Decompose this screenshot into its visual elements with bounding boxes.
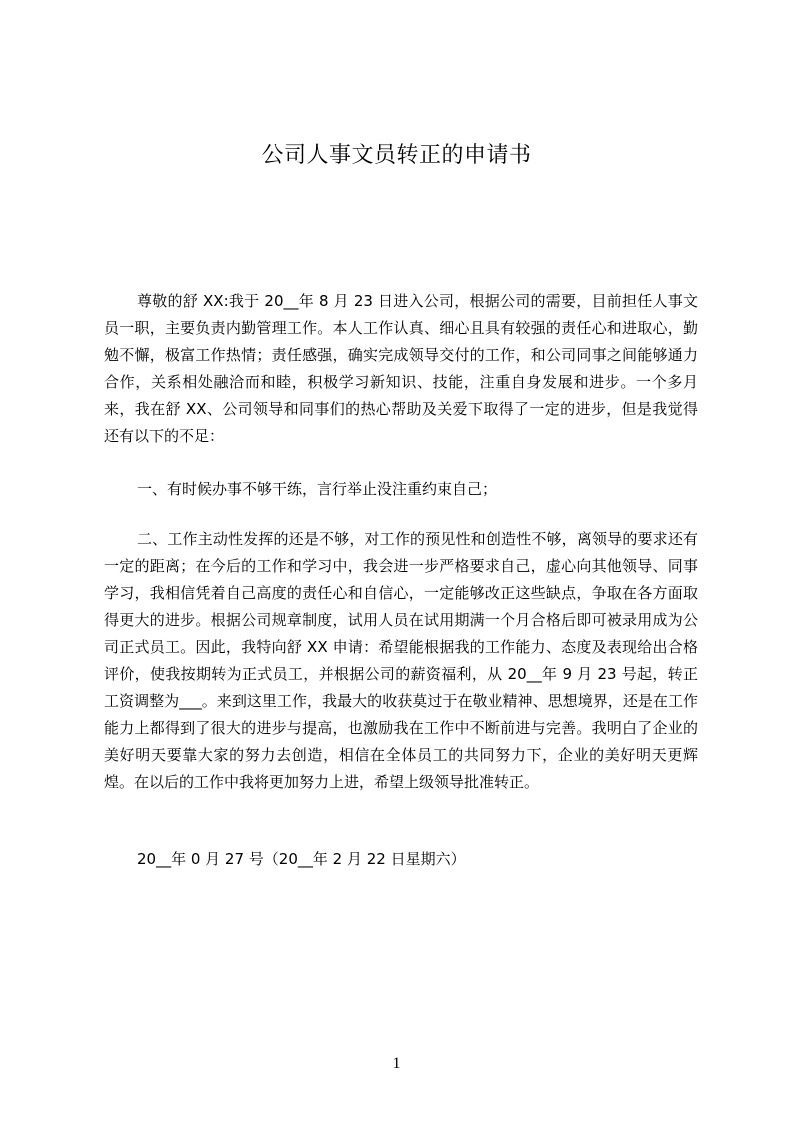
- date-line: 20__年 0 月 27 号（20__年 2 月 22 日星期六）: [137, 850, 466, 868]
- page-number: 1: [392, 1055, 401, 1072]
- body-paragraph-shortcoming-1: 一、有时候办事不够干练，言行举止没注重约束自己；: [137, 480, 498, 498]
- body-paragraph-shortcoming-2: 二、工作主动性发挥的还是不够，对工作的预见性和创造性不够，离领导的要求还有一定的距离；在今后的工作和学习中，我会进一步严格要求自己，虚心向其他领导、同事学习，我相信凭着自己高度的责任心和自信心，一定能够改正这些缺点，争取在各方面取得更大的进步。根据公司规章制度，试用人员在试用期满一个月合格后即可被录用成为公司正式员工。因此，我特向舒 XX 申请：希望能根据我的工作能力、态度及表现给出合格评价，使我按期转为正式员工，并根据公司的薪资福利，从 20__年 9 月 23 号起，转正工资调整为___。来到这里工作，我最大的收获莫过于在敬业精神、思想境界，还是在工作能力上都得到了很大的进步与提高，也激励我在工作中不断前进与完善。我明白了企业的美好明天要靠大家的努力去创造，相信在全体员工的共同努力下，企业的美好明天更辉煌。在以后的工作中我将更加努力上进，希望上级领导批准转正。: [104, 530, 698, 791]
- body-paragraph-intro: 尊敬的舒 XX:我于 20__年 8 月 23 日进入公司，根据公司的需要，目前担任人事文员一职，主要负责内勤管理工作。本人工作认真、细心且具有较强的责任心和进取心，勤勉不懈，极富工作热情；责任感强，确实完成领导交付的工作，和公司同事之间能够通力合作，关系相处融洽而和睦，积极学习新知识、技能，注重自身发展和进步。一个多月来，我在舒 XX、公司领导和同事们的热心帮助及关爱下取得了一定的进步，但是我觉得还有以下的不足：: [104, 292, 698, 445]
- document-title: 公司人事文员转正的申请书: [261, 143, 532, 168]
